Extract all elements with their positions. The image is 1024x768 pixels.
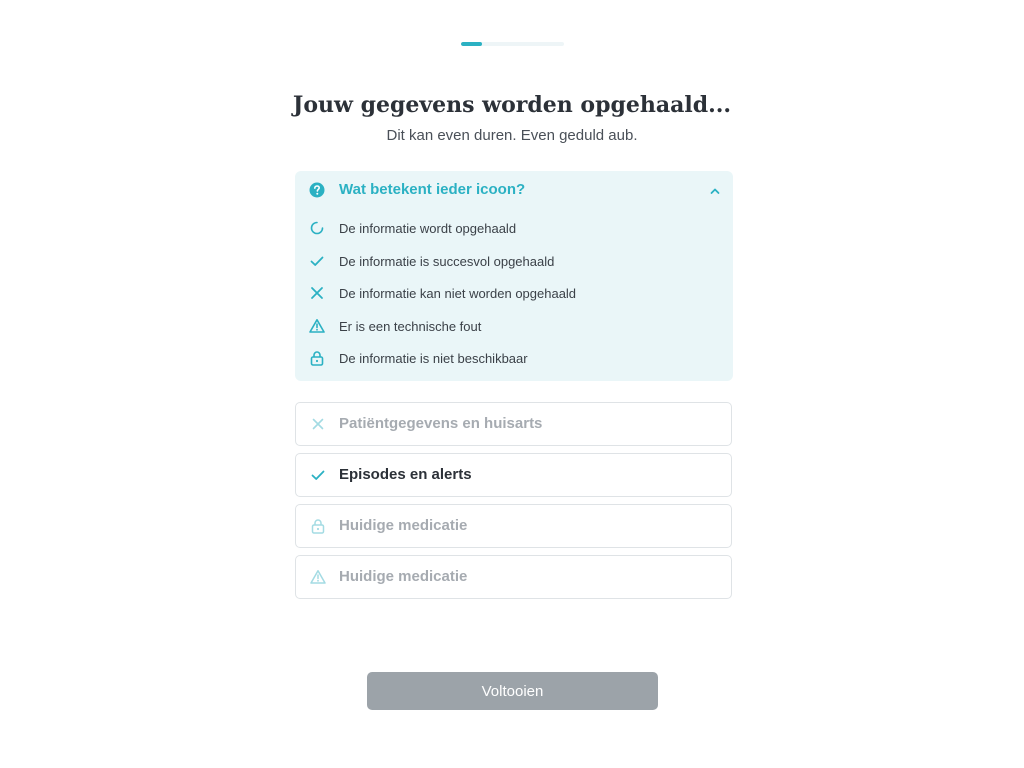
x-icon: [309, 285, 325, 301]
progress-bar: [461, 42, 564, 46]
legend-item-label: De informatie wordt opgehaald: [339, 221, 517, 236]
data-item-label: Patiëntgegevens en huisarts: [339, 415, 543, 432]
data-item-episodes: [295, 453, 732, 497]
data-item-label: Episodes en alerts: [339, 466, 472, 483]
warning-icon: [309, 318, 325, 334]
warning-icon: [310, 569, 326, 585]
data-item-medication-error: [295, 555, 732, 599]
page-subtitle: Dit kan even duren. Even geduld aub.: [386, 127, 638, 144]
x-icon: [310, 416, 326, 432]
icon-legend-panel: [295, 171, 733, 381]
legend-item-loading: [295, 216, 733, 240]
icon-legend-toggle[interactable]: [295, 171, 733, 209]
legend-item-label: Er is een technische fout: [339, 319, 482, 334]
check-icon: [309, 253, 325, 269]
legend-item-label: De informatie is niet beschikbaar: [339, 351, 528, 366]
check-icon: [310, 467, 326, 483]
question-circle-icon: [309, 182, 325, 198]
lock-icon: [309, 350, 325, 366]
icon-legend-title: Wat betekent ieder icoon?: [339, 181, 526, 198]
complete-button[interactable]: Voltooien: [367, 672, 658, 710]
legend-item-failed: [295, 281, 733, 305]
page-title: Jouw gegevens worden opgehaald...: [292, 92, 732, 118]
data-item-medication: [295, 504, 732, 548]
loading-spinner-icon: [309, 220, 325, 236]
legend-item-label: De informatie is succesvol opgehaald: [339, 254, 555, 269]
data-item-label: Huidige medicatie: [339, 568, 468, 585]
chevron-up-icon: [709, 184, 721, 196]
lock-icon: [310, 518, 326, 534]
legend-item-label: De informatie kan niet worden opgehaald: [339, 286, 577, 301]
legend-item-error: [295, 314, 733, 338]
data-item-patient: [295, 402, 732, 446]
legend-item-unavailable: [295, 346, 733, 370]
data-item-label: Huidige medicatie: [339, 517, 468, 534]
progress-bar-fill: [461, 42, 482, 46]
legend-item-success: [295, 249, 733, 273]
